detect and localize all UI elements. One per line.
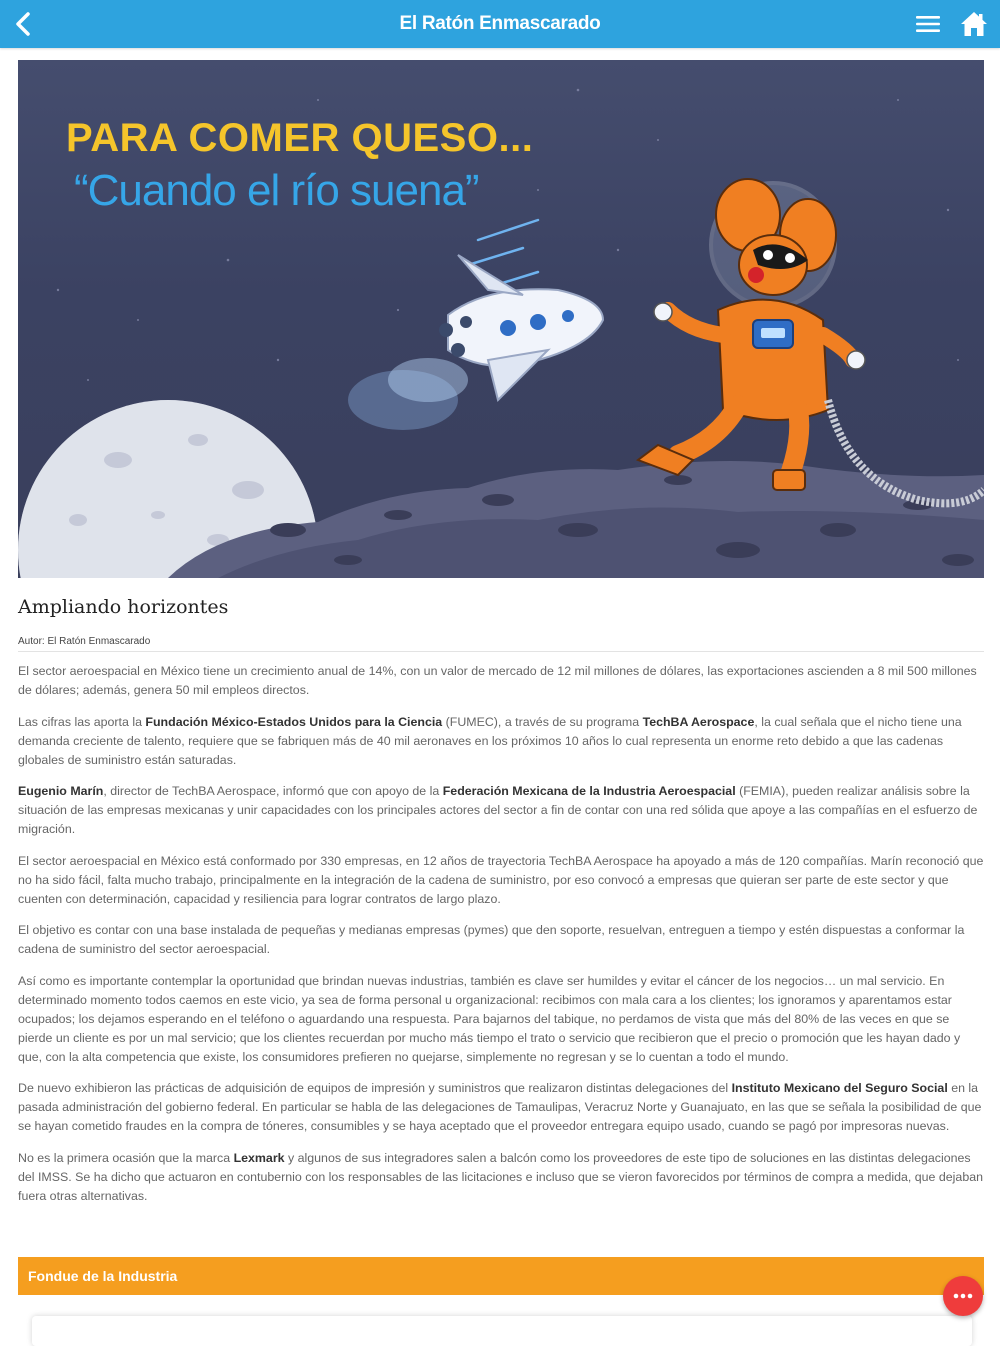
paragraph-text: , director de TechBA Aerospace, informó que con apoyo de la <box>103 784 443 798</box>
article-paragraph <box>18 1079 984 1136</box>
hero-title: PARA COMER QUESO... <box>66 116 534 160</box>
paragraph-text: El objetivo es contar con una base instalada de pequeñas y medianas empresas (pymes) que den soporte, resuelvan, entreguen a tiempo y estén dispuestas a conformar la cadena de suministro del sector aeroespacial. <box>18 923 965 956</box>
hamburger-menu-icon <box>916 15 940 33</box>
top-bar <box>0 0 1000 48</box>
article-paragraph <box>18 713 984 770</box>
paragraph-text: De nuevo exhibieron las prácticas de adquisición de equipos de impresión y suministros que realizaron distintas delegaciones del <box>18 1081 732 1095</box>
paragraph-text: (FUMEC), a través de su programa <box>442 714 643 729</box>
home-button[interactable] <box>956 6 992 42</box>
article-paragraph <box>18 1149 984 1206</box>
highlighted-term: Lexmark <box>233 1150 285 1165</box>
article-paragraph <box>18 782 984 839</box>
article-paragraph <box>18 972 984 1067</box>
back-button[interactable] <box>6 6 42 42</box>
highlighted-term: Fundación México-Estados Unidos para la Ciencia <box>145 714 443 729</box>
paragraph-text: Así como es importante contemplar la oportunidad que brindan nuevas industrias, también es clave ser humildes y evitar el cáncer de los negocios… un mal servicio. En determinado momento todos caemos en este vicio, ya sea de forma personal u organizacional: recibimos con mala cara a los clientes; los ignoramos y aparentamos estar ocupados; los dejamos esperando en el teléfono o aguardando una respuesta. Para bajarnos del tabique, no perdamos de vista que más del 80% de las veces en que se pierde un cliente es por un mal servicio; que los clientes recuerdan por mucho más tiempo el trato o servicio que recibieron que el precio o promoción que les hayan dado y que, con la alta competencia que existe, los consumidores prefieren no quejarse, simplemente no regresan y se lo cuentan a todo el mundo. <box>18 973 961 1064</box>
paragraph-text: en la pasada administración del gobierno federal. En particular se habla de las delegaciones de Tamaulipas, Veracruz Norte y Guanajuato, en las que se señala la posibilidad de que se hayan cometido fraudes en la compra de tóneres, consumibles y se haya aceptado que el proveedor entregara equipo usado, cuando se pagó por impresoras nuevas. <box>18 1081 982 1133</box>
paragraph-text: El sector aeroespacial en México tiene un crecimiento anual de 14%, con un valor de mercado de 12 mil millones de dólares, las exportaciones ascienden a 8 mil 500 millones de dólares; además, genera 50 mil empleos directos. <box>18 664 977 697</box>
paragraph-text: Las cifras las aporta la <box>18 714 146 729</box>
paragraph-text: (FEMIA), pueden realizar análisis sobre la situación de las empresas mexicanas y unir capacidades con los principales actores del sector a fin de contar con una red sólida que apoye a las compañías en el esfuerzo de migración. <box>18 784 978 836</box>
app-title: El Ratón Enmascarado <box>399 13 601 34</box>
section-header[interactable] <box>18 1257 984 1295</box>
menu-button[interactable] <box>912 8 944 40</box>
highlighted-term: Federación Mexicana de la Industria Aeroespacial <box>442 784 736 798</box>
paragraph-text: , la cual señala que el nicho tiene una demanda creciente de talento, requiere que se fabriquen más de 40 mil aeronaves en los próximos 10 años lo cual representa un enorme reto debido a que las cadenas globales de suministro están saturadas. <box>18 714 962 767</box>
hero-banner <box>18 60 984 578</box>
section-title: Fondue de la Industria <box>28 1268 178 1284</box>
article-paragraph <box>18 852 984 909</box>
article-body <box>18 662 984 1218</box>
article-paragraph <box>18 921 984 959</box>
paragraph-text: El sector aeroespacial en México está conformado por 330 empresas, en 12 años de trayectoria TechBA Aerospace ha apoyado a más de 120 compañías. Marín reconoció que no ha sido fácil, falta mucho trabajo, principalmente en la integración de la cadena de suministro, por eso convocó a empresas que quieran ser parte de este sector y que cuenten con determinación, capacidad y resiliencia para lograr contratos de largo plazo. <box>18 853 984 906</box>
more-options-button[interactable] <box>943 1276 983 1316</box>
home-icon <box>960 11 988 37</box>
article-paragraph <box>18 662 984 700</box>
divider <box>18 651 984 652</box>
section-card[interactable] <box>32 1316 972 1346</box>
paragraph-text: No es la primera ocasión que la marca <box>18 1150 234 1165</box>
article-author: Autor: El Ratón Enmascarado <box>18 636 151 647</box>
hero-subtitle: “Cuando el río suena” <box>74 166 479 215</box>
highlighted-term: Instituto Mexicano del Seguro Social <box>731 1081 948 1095</box>
paragraph-text: y algunos de sus integradores salen a balcón como los proveedores de este tipo de soluciones en las distintas delegaciones del IMSS. Se ha dicho que actuaron en contubernio con los responsables de las licitaciones e incluso que se vieron favorecidos por términos de compra a medida, que dejaban fuera otras alternativas. <box>18 1150 983 1203</box>
highlighted-term: TechBA Aerospace <box>642 714 755 729</box>
chevron-left-icon <box>13 11 35 37</box>
more-horizontal-icon <box>953 1293 973 1299</box>
article-title: Ampliando horizontes <box>18 596 229 618</box>
highlighted-term: Eugenio Marín <box>18 784 104 798</box>
